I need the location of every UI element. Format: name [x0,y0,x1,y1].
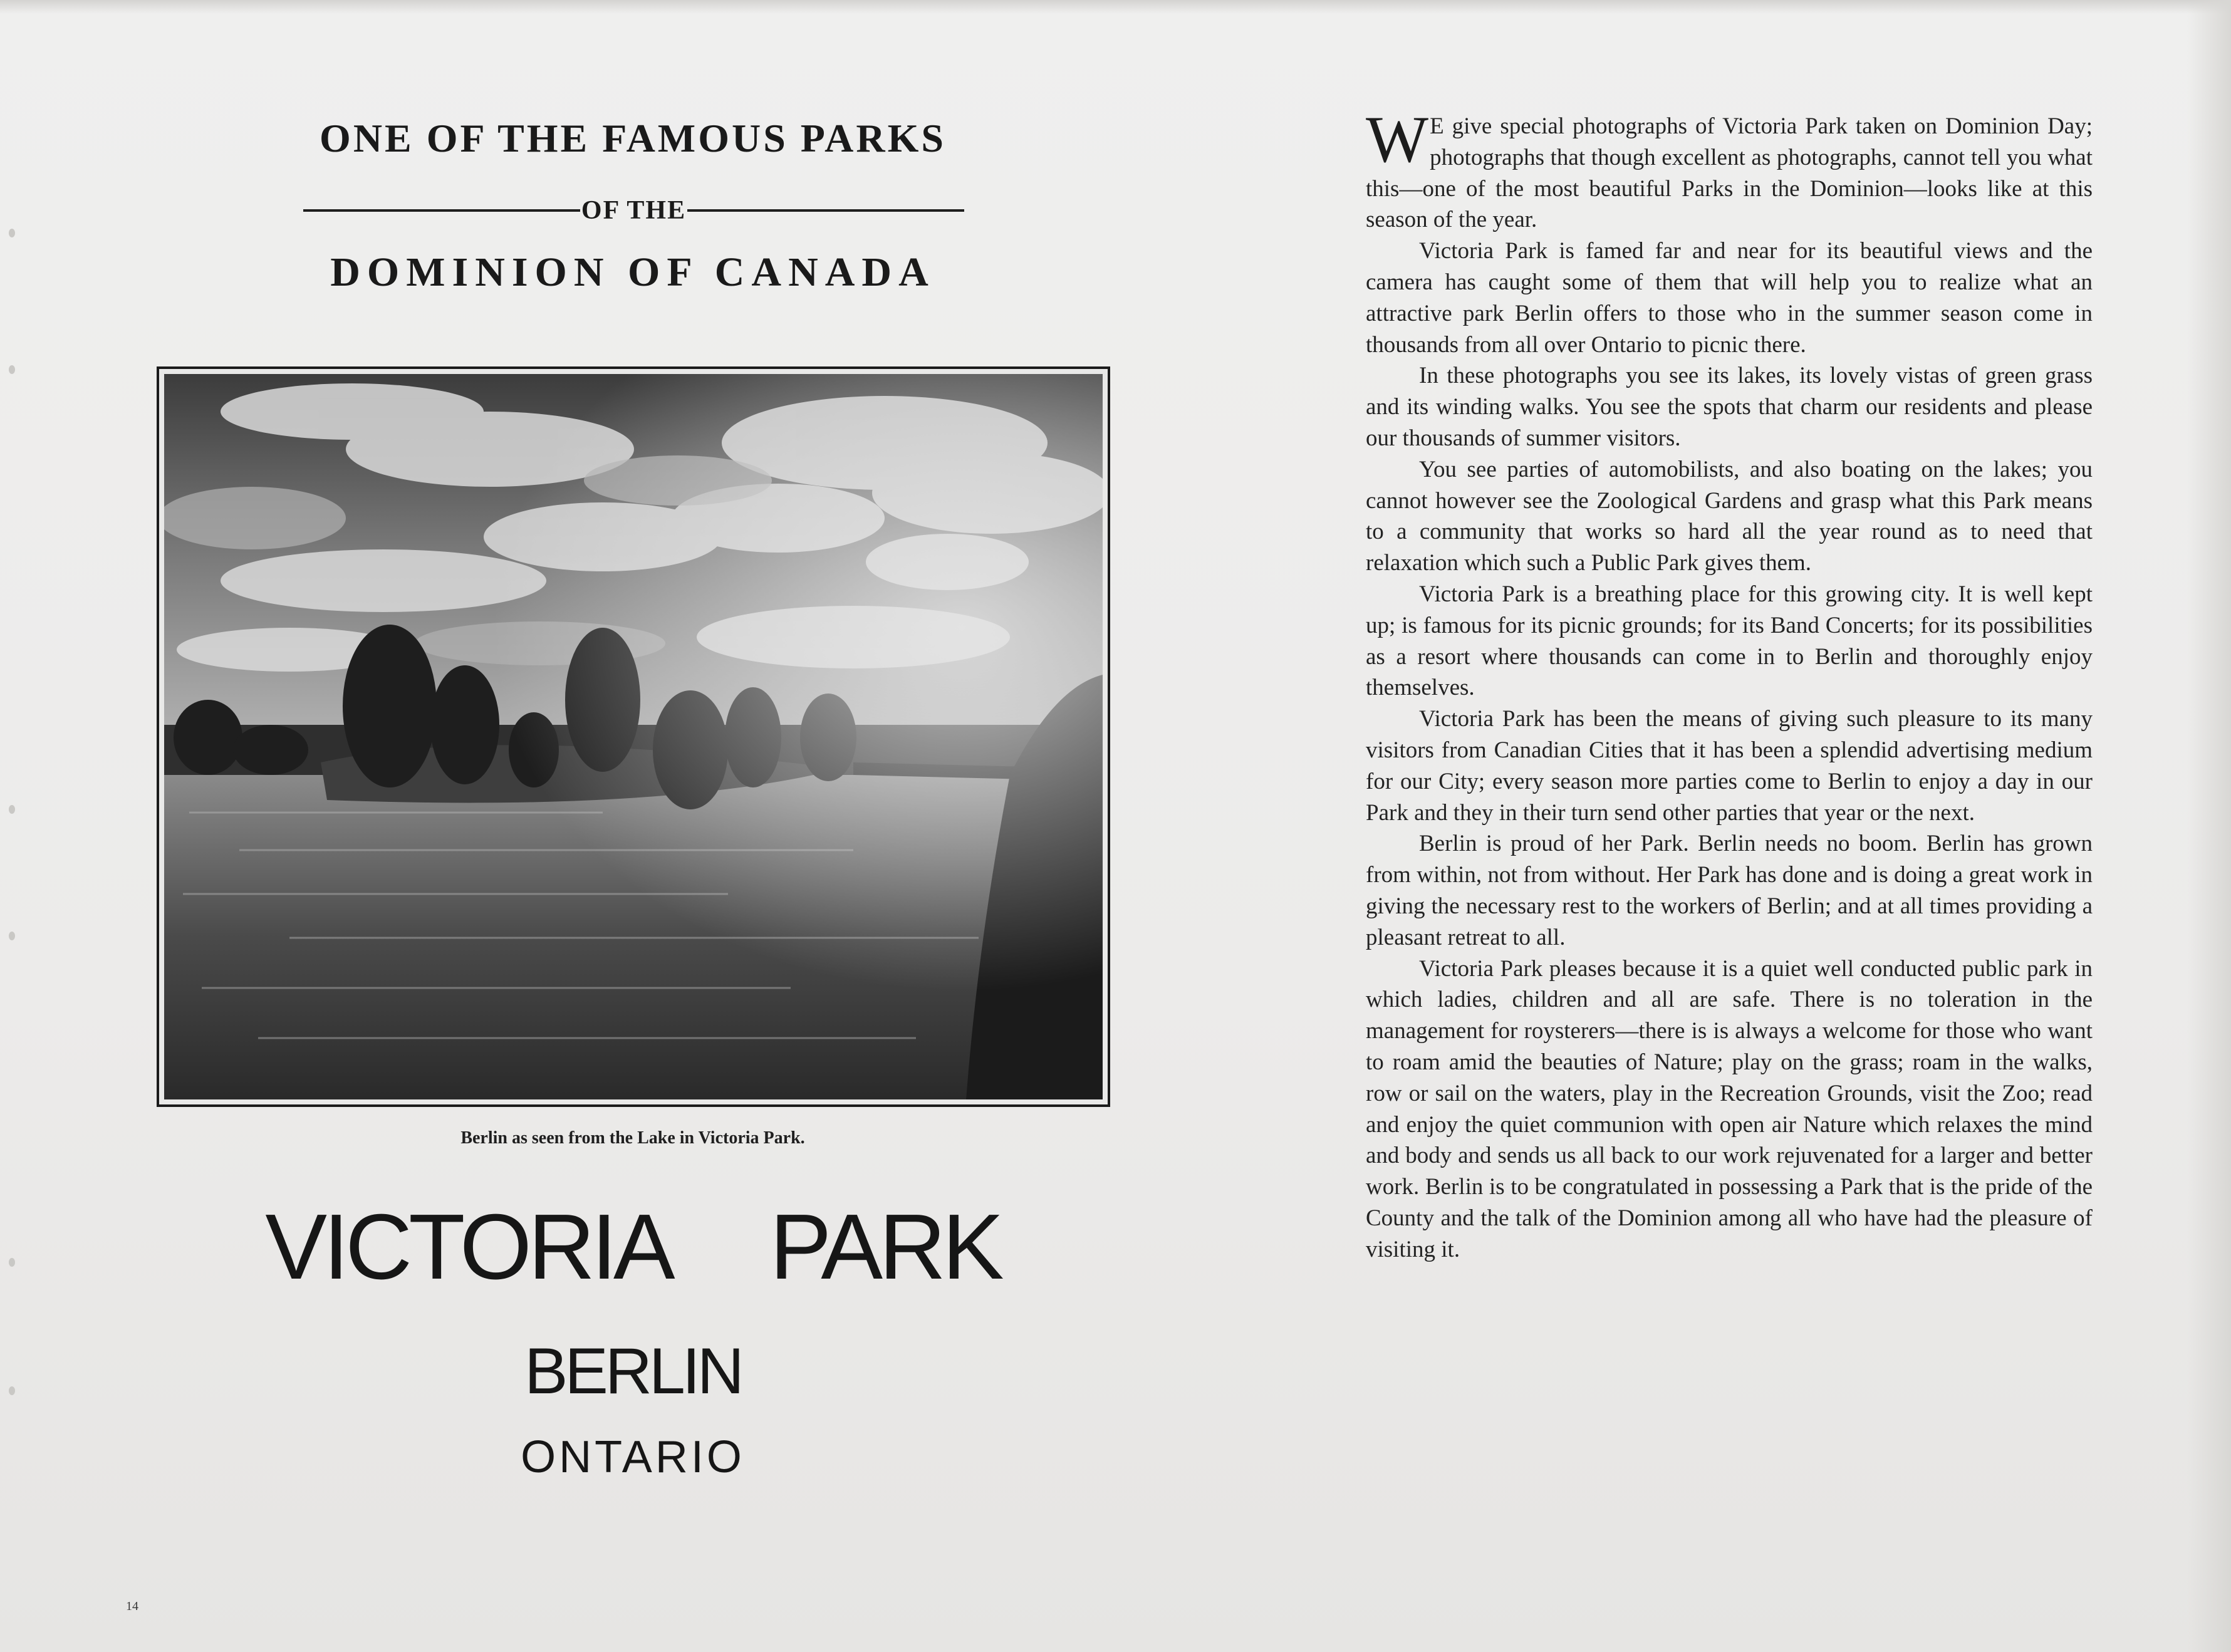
binding-hole [9,805,15,814]
binding-hole [9,1386,15,1395]
article-paragraph: Victoria Park pleases because it is a quiet well conducted public park in which ladies, children and all are safe. There is no toleration in the management for roysterers—there is is always a welcome for those who want to roam amid the beauties of Nature; play on the grass; roam in the walks, row or sail on the waters, play in the Recreation Grounds, visit the Zoo; read and enjoy the quiet communion with open air Nature which relaxes the mind and body and sends us all back to our work rejuvenated for a larger and better work. Berlin is to be congratulated in possessing a Park that is the pride of the County and the talk of the Dominion among all who have had the pleasure of visiting it. [1366,955,2093,1262]
binding-hole [9,229,15,237]
header-line-1: ONE OF THE FAMOUS PARKS [320,116,946,160]
header-rule-left [303,209,580,212]
article-paragraph: Victoria Park is a breathing place for this growing city. It is well kept up; is famous for its picnic grounds; for its Band Concerts; for its possibilities as a resort where thousands can come in to Berlin and thoroughly enjoy themselves. [1366,581,2093,701]
city-name: BERLIN [524,1335,741,1408]
header-line-3: DOMINION OF CANADA [330,249,935,295]
header-rule-right [687,209,964,212]
binding-hole [9,1258,15,1267]
binding-hole [9,932,15,940]
page-edge-shadow [2187,0,2231,1652]
page-title: VICTORIA PARK [265,1195,1001,1299]
page-number: 14 [126,1599,138,1613]
article-body [1366,103,2093,1265]
article-paragraph: Berlin is proud of her Park. Berlin needs no boom. Berlin has grown from within, not from without. Her Park has done and is doing a great work in giving the necessary rest to the workers of Berlin; and at all times providing a pleasant retreat to all. [1366,831,2093,950]
binding-hole [9,365,15,374]
paragraph-text: E give special photographs of Victoria Park taken on Dominion Day; photographs that though excellent as photographs, cannot tell you what this—one of the most beautiful Parks in the Dominion—looks like at this season of the year. [1366,113,2093,233]
page-top-shadow [0,0,2231,14]
header-line-2 [303,192,964,229]
park-photograph [157,366,1110,1107]
article-paragraph: Victoria Park has been the means of giving such pleasure to its many visitors from Canadian Cities that it has been a splendid advertising medium for our City; every season more parties come to Berlin to enjoy a day in our Park and they in their turn send other parties that year or the next. [1366,706,2093,826]
article-paragraph: Victoria Park is famed far and near for its beautiful views and the camera has caught some of them that will help you to realize what an attractive park Berlin offers to those who in the summer season come in thousands from all over Ontario to picnic there. [1366,238,2093,358]
article-paragraph [1366,103,2093,236]
lake-photo-image [164,374,1103,1099]
drop-cap: W [1366,103,1429,176]
article-paragraph: You see parties of automobilists, and also boating on the lakes; you cannot however see the Zoological Gardens and grasp what this Park means to a community that works so hard all the year round as to need that relaxation which such a Public Park gives them. [1366,456,2093,576]
header-of-the: OF THE [581,196,687,225]
photo-caption: Berlin as seen from the Lake in Victoria Park. [460,1128,805,1148]
article-paragraph: In these photographs you see its lakes, its lovely vistas of green grass and its winding walks. You see the spots that charm our residents and please our thousands of summer visitors. [1366,363,2093,451]
province-name: ONTARIO [521,1432,745,1482]
